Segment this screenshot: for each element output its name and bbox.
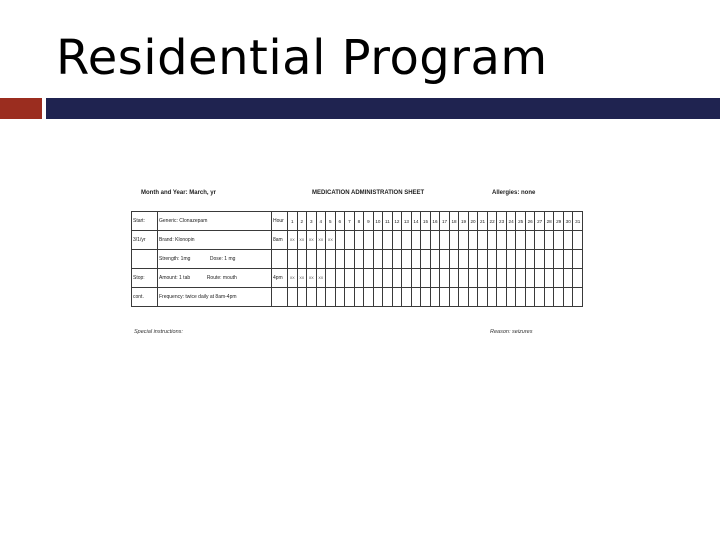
start-label: Start: <box>132 212 158 231</box>
am-dose-cell <box>449 231 459 250</box>
empty-day-cell <box>554 250 564 269</box>
pm-dose-cell <box>478 269 488 288</box>
day-column-header: 28 <box>544 212 554 231</box>
day-column-header: 19 <box>459 212 469 231</box>
empty-day-cell <box>335 288 345 307</box>
dose-value: Dose: 1 mg <box>209 256 236 262</box>
pm-dose-cell <box>544 269 554 288</box>
am-dose-cell <box>535 231 545 250</box>
empty-day-cell <box>459 288 469 307</box>
pm-dose-cell <box>421 269 431 288</box>
day-column-header: 17 <box>440 212 450 231</box>
empty-day-cell <box>326 250 336 269</box>
pm-dose-cell <box>554 269 564 288</box>
time-pm-label: 4pm <box>272 269 288 288</box>
empty-day-cell <box>288 288 298 307</box>
amount-route-cell <box>158 269 272 288</box>
am-dose-cell <box>573 231 583 250</box>
day-column-header: 2 <box>297 212 307 231</box>
day-column-header: 26 <box>525 212 535 231</box>
day-column-header: 7 <box>345 212 355 231</box>
pm-dose-cell <box>459 269 469 288</box>
empty-day-cell <box>468 288 478 307</box>
am-dose-cell <box>554 231 564 250</box>
empty-day-cell <box>525 250 535 269</box>
hour-label: Hour <box>272 212 288 231</box>
empty-day-cell <box>573 250 583 269</box>
day-column-header: 5 <box>326 212 336 231</box>
empty-day-cell <box>402 288 412 307</box>
pm-dose-cell <box>373 269 383 288</box>
day-column-header: 15 <box>421 212 431 231</box>
empty-day-cell <box>535 288 545 307</box>
day-column-header: 23 <box>497 212 507 231</box>
pm-dose-cell <box>354 269 364 288</box>
sheet-title: MEDICATION ADMINISTRATION SHEET <box>312 190 425 196</box>
empty-day-cell <box>487 288 497 307</box>
pm-dose-cell <box>506 269 516 288</box>
empty-day-cell <box>544 288 554 307</box>
day-column-header: 1 <box>288 212 298 231</box>
am-dose-cell <box>525 231 535 250</box>
empty-day-cell <box>392 250 402 269</box>
am-dose-cell <box>421 231 431 250</box>
empty-day-cell <box>383 250 393 269</box>
empty-day-cell <box>335 250 345 269</box>
day-column-header: 10 <box>373 212 383 231</box>
start-date-cell: 3/1/yr <box>132 231 158 250</box>
day-column-header: 11 <box>383 212 393 231</box>
am-dose-cell <box>354 231 364 250</box>
am-dose-cell <box>335 231 345 250</box>
empty-day-cell <box>516 288 526 307</box>
am-dose-cell <box>411 231 421 250</box>
day-column-header: 30 <box>563 212 573 231</box>
empty-day-cell <box>297 250 307 269</box>
pm-dose-cell: XX <box>297 269 307 288</box>
empty-day-cell <box>288 250 298 269</box>
empty-day-cell <box>544 250 554 269</box>
pm-dose-cell <box>563 269 573 288</box>
empty-day-cell <box>354 288 364 307</box>
empty-day-cell <box>563 250 573 269</box>
grid-row-stop-pm <box>132 269 583 288</box>
empty-hour-cell <box>272 250 288 269</box>
am-dose-cell: XX <box>316 231 326 250</box>
empty-day-cell <box>316 288 326 307</box>
medication-grid <box>131 211 583 307</box>
reason-label: Reason: seizures <box>490 329 533 335</box>
am-dose-cell <box>544 231 554 250</box>
empty-hour-cell <box>272 288 288 307</box>
empty-day-cell <box>497 250 507 269</box>
pm-dose-cell <box>573 269 583 288</box>
month-year-label: Month and Year: March, yr <box>141 190 216 196</box>
empty-day-cell <box>326 288 336 307</box>
special-instructions-label: Special instructions: <box>134 329 183 335</box>
day-column-header: 24 <box>506 212 516 231</box>
empty-day-cell <box>383 288 393 307</box>
empty-day-cell <box>411 288 421 307</box>
am-dose-cell <box>516 231 526 250</box>
am-dose-cell <box>430 231 440 250</box>
pm-dose-cell <box>516 269 526 288</box>
empty-day-cell <box>430 288 440 307</box>
cont-label: cont. <box>132 288 158 307</box>
pm-dose-cell: XX <box>288 269 298 288</box>
empty-day-cell <box>402 250 412 269</box>
day-column-header: 4 <box>316 212 326 231</box>
grid-row-brand-am <box>132 231 583 250</box>
empty-day-cell <box>459 250 469 269</box>
am-dose-cell: XX <box>297 231 307 250</box>
route-value: Route: mouth <box>206 275 237 281</box>
empty-day-cell <box>373 288 383 307</box>
empty-day-cell <box>345 288 355 307</box>
empty-day-cell <box>506 250 516 269</box>
empty-day-cell <box>307 288 317 307</box>
slide-title: Residential Program <box>56 30 548 86</box>
empty-day-cell <box>487 250 497 269</box>
am-dose-cell <box>487 231 497 250</box>
empty-day-cell <box>535 250 545 269</box>
pm-dose-cell <box>430 269 440 288</box>
empty-day-cell <box>373 250 383 269</box>
frequency-cell: Frequency: twice daily at 8am-4pm <box>158 288 272 307</box>
pm-dose-cell <box>326 269 336 288</box>
empty-day-cell <box>411 250 421 269</box>
am-dose-cell <box>364 231 374 250</box>
empty-day-cell <box>478 288 488 307</box>
title-rule-red-accent <box>0 98 42 119</box>
empty-day-cell <box>354 250 364 269</box>
am-dose-cell <box>440 231 450 250</box>
time-am-label: 8am <box>272 231 288 250</box>
day-column-header: 6 <box>335 212 345 231</box>
day-column-header: 16 <box>430 212 440 231</box>
pm-dose-cell <box>383 269 393 288</box>
strength-value: Strength: 1mg <box>159 256 191 262</box>
empty-day-cell <box>345 250 355 269</box>
pm-dose-cell <box>468 269 478 288</box>
amount-value: Amount: 1 tab <box>159 275 191 281</box>
empty-day-cell <box>516 250 526 269</box>
empty-day-cell <box>421 250 431 269</box>
empty-day-cell <box>430 250 440 269</box>
day-column-header: 21 <box>478 212 488 231</box>
empty-day-cell <box>525 288 535 307</box>
empty-day-cell <box>440 250 450 269</box>
am-dose-cell: XX <box>307 231 317 250</box>
am-dose-cell: XX <box>326 231 336 250</box>
day-column-header: 20 <box>468 212 478 231</box>
empty-day-cell <box>364 288 374 307</box>
day-column-header: 27 <box>535 212 545 231</box>
am-dose-cell <box>478 231 488 250</box>
empty-day-cell <box>307 250 317 269</box>
am-dose-cell <box>392 231 402 250</box>
am-dose-cell <box>383 231 393 250</box>
empty-day-cell <box>364 250 374 269</box>
empty-day-cell <box>478 250 488 269</box>
pm-dose-cell <box>440 269 450 288</box>
empty-day-cell <box>392 288 402 307</box>
day-column-header: 8 <box>354 212 364 231</box>
strength-dose-cell <box>158 250 272 269</box>
empty-day-cell <box>573 288 583 307</box>
pm-dose-cell <box>364 269 374 288</box>
empty-label-cell <box>132 250 158 269</box>
empty-day-cell <box>449 288 459 307</box>
day-column-header: 12 <box>392 212 402 231</box>
am-dose-cell <box>506 231 516 250</box>
pm-dose-cell <box>335 269 345 288</box>
day-column-header: 14 <box>411 212 421 231</box>
am-dose-cell <box>563 231 573 250</box>
am-dose-cell <box>468 231 478 250</box>
grid-row-strength <box>132 250 583 269</box>
empty-day-cell <box>440 288 450 307</box>
am-dose-cell: XX <box>288 231 298 250</box>
pm-dose-cell <box>392 269 402 288</box>
pm-dose-cell <box>411 269 421 288</box>
am-dose-cell <box>402 231 412 250</box>
am-dose-cell <box>459 231 469 250</box>
generic-name-cell: Generic: Clonazepam <box>158 212 272 231</box>
pm-dose-cell: XX <box>316 269 326 288</box>
empty-day-cell <box>468 250 478 269</box>
title-rule-navy-bar <box>46 98 720 119</box>
empty-day-cell <box>316 250 326 269</box>
day-column-header: 31 <box>573 212 583 231</box>
pm-dose-cell <box>402 269 412 288</box>
grid-row-frequency <box>132 288 583 307</box>
day-column-header: 22 <box>487 212 497 231</box>
day-column-header: 13 <box>402 212 412 231</box>
empty-day-cell <box>554 288 564 307</box>
am-dose-cell <box>373 231 383 250</box>
empty-day-cell <box>449 250 459 269</box>
pm-dose-cell <box>487 269 497 288</box>
stop-label: Stop: <box>132 269 158 288</box>
grid-row-header-start <box>132 212 583 231</box>
empty-day-cell <box>506 288 516 307</box>
empty-day-cell <box>297 288 307 307</box>
day-column-header: 25 <box>516 212 526 231</box>
pm-dose-cell <box>535 269 545 288</box>
empty-day-cell <box>563 288 573 307</box>
am-dose-cell <box>497 231 507 250</box>
pm-dose-cell <box>525 269 535 288</box>
empty-day-cell <box>421 288 431 307</box>
day-column-header: 3 <box>307 212 317 231</box>
day-column-header: 29 <box>554 212 564 231</box>
pm-dose-cell <box>449 269 459 288</box>
brand-name-cell: Brand: Klonopin <box>158 231 272 250</box>
pm-dose-cell <box>497 269 507 288</box>
day-column-header: 9 <box>364 212 374 231</box>
day-column-header: 18 <box>449 212 459 231</box>
pm-dose-cell <box>345 269 355 288</box>
allergies-label: Allergies: none <box>492 190 536 196</box>
pm-dose-cell: XX <box>307 269 317 288</box>
empty-day-cell <box>497 288 507 307</box>
am-dose-cell <box>345 231 355 250</box>
